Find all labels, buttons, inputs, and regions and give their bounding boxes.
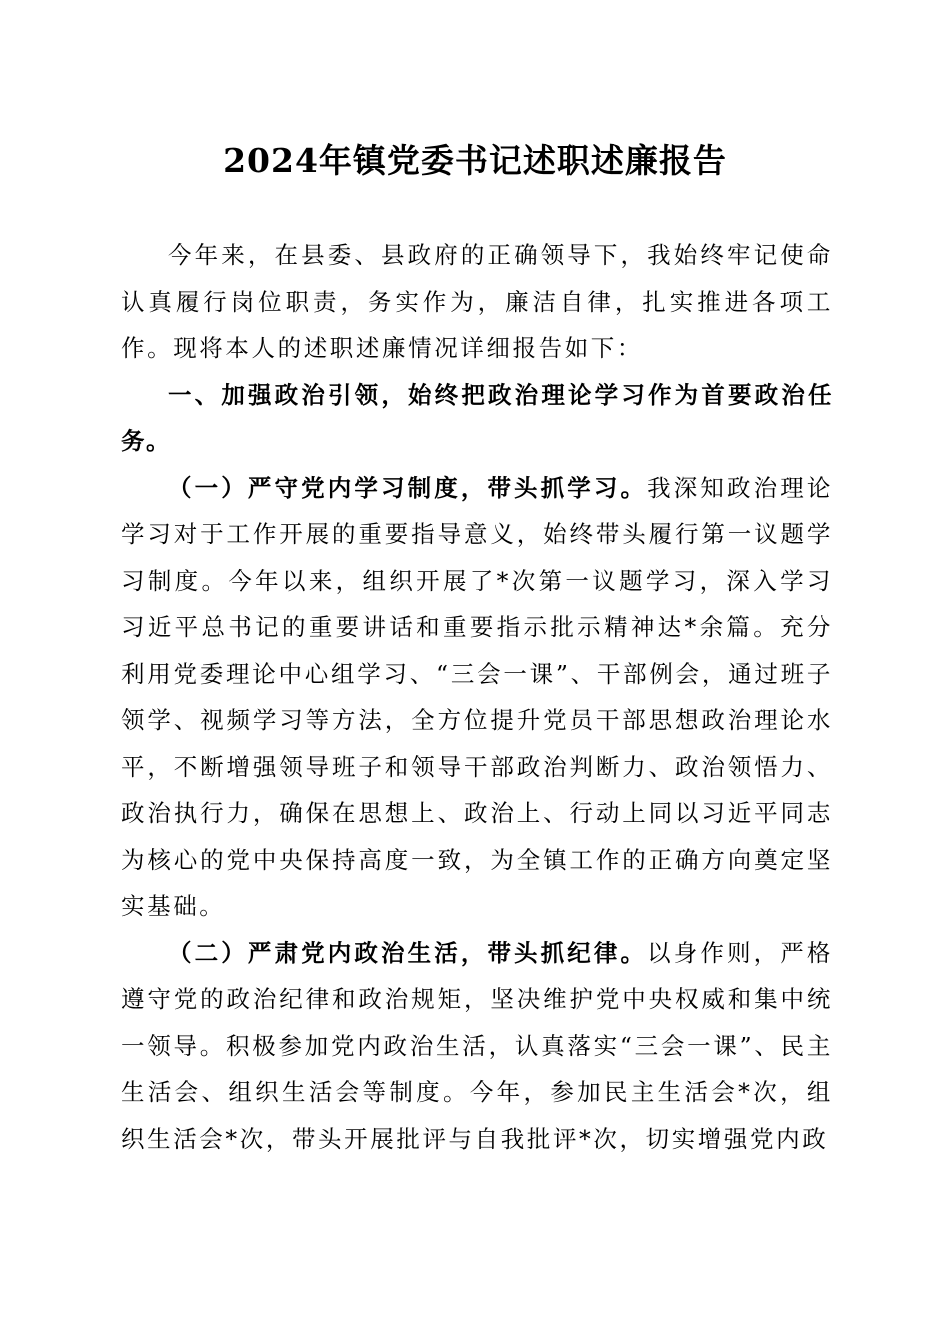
paragraph-1-text: 我深知政治理论学习对于工作开展的重要指导意义，始终带头履行第一议题学习制度。今年以来，组织开展了*次第一议题学习，深入学习习近平总书记的重要讲话和重要指示批示精神达*余篇。充分利用党委理论中心组学习、“三会一课”、干部例会，通过班子领学、视频学习等方法，全方位提升党员干部思想政治理论水平，不断增强领导班子和领导干部政治判断力、政治领悟力、政治执行力，确保在思想上、政治上、行动上同以习近平同志为核心的党中央保持高度一致，为全镇工作的正确方向奠定坚实基础。 [121, 473, 833, 920]
document-body [121, 232, 833, 1162]
intro-paragraph: 今年来，在县委、县政府的正确领导下，我始终牢记使命认真履行岗位职责，务实作为，廉洁自律，扎实推进各项工作。现将本人的述职述廉情况详细报告如下： [121, 241, 833, 362]
body-paragraph-2 [121, 930, 833, 1163]
body-paragraph-1 [121, 465, 833, 930]
section-heading: 一、加强政治引领，始终把政治理论学习作为首要政治任务。 [121, 380, 833, 455]
document-title: 2024年镇党委书记述职述廉报告 [223, 141, 727, 180]
paragraph-2-text: 以身作则，严格遵守党的政治纪律和政治规矩，坚决维护党中央权威和集中统一领导。积极参加党内政治生活，认真落实“三会一课”、民主生活会、组织生活会等制度。今年，参加民主生活会*次，组织生活会*次，带头开展批评与自我批评*次，切实增强党内政 [121, 938, 833, 1153]
subheading-2: （二）严肃党内政治生活，带头抓纪律。 [168, 938, 648, 967]
subheading-1: （一）严守党内学习制度，带头抓学习。 [168, 473, 648, 502]
